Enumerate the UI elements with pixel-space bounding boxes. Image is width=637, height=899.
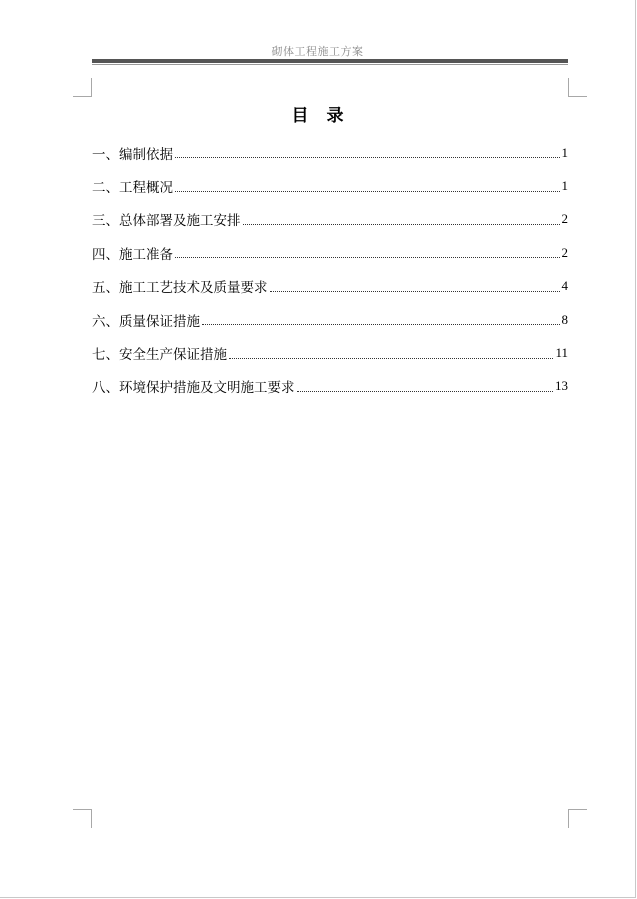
toc-dot-leader: [175, 191, 560, 192]
toc-entry-page: 11: [555, 345, 568, 361]
toc-dot-leader: [270, 291, 560, 292]
toc-title: 目录: [291, 106, 362, 126]
toc-dot-leader: [175, 157, 560, 158]
toc-entry-page: 1: [561, 178, 568, 194]
toc-entry-label: 八、环境保护措施及文明施工要求: [92, 380, 295, 397]
toc-entry[interactable]: [92, 303, 568, 336]
header-rule-thin: [92, 64, 568, 65]
toc-dot-leader: [175, 257, 560, 258]
toc-entry[interactable]: [92, 236, 568, 269]
toc-entry-label: 七、安全生产保证措施: [92, 347, 227, 364]
toc-entry-page: 8: [561, 311, 568, 327]
margin-corner-bottom-left: [73, 809, 92, 828]
toc-entry-page: 1: [561, 144, 568, 160]
toc-entry[interactable]: [92, 136, 568, 169]
toc-entry-label: 三、总体部署及施工安排: [92, 213, 241, 230]
page-header-title: 砌体工程施工方案: [271, 45, 364, 58]
toc-entry-label: 六、质量保证措施: [92, 313, 200, 330]
toc-entry-page: 2: [561, 211, 568, 227]
margin-corner-bottom-right: [568, 809, 587, 828]
toc-entry-page: 4: [561, 278, 568, 294]
header-rule: [92, 59, 568, 63]
toc-entry-page: 13: [555, 378, 568, 394]
toc-entry[interactable]: [92, 370, 568, 403]
toc-dot-leader: [243, 224, 560, 225]
toc-dot-leader: [202, 324, 560, 325]
toc-entry-label: 五、施工工艺技术及质量要求: [92, 280, 268, 297]
toc-entry-page: 2: [561, 244, 568, 260]
toc-dot-leader: [297, 391, 554, 392]
toc-entry-label: 一、编制依据: [92, 146, 173, 163]
toc-entry-label: 四、施工准备: [92, 246, 173, 263]
margin-corner-top-left: [73, 78, 92, 97]
toc-entry[interactable]: [92, 203, 568, 236]
toc-entry[interactable]: [92, 169, 568, 202]
toc-list: [92, 136, 568, 403]
toc-entry[interactable]: [92, 336, 568, 369]
toc-entry-label: 二、工程概况: [92, 180, 173, 197]
toc-entry[interactable]: [92, 270, 568, 303]
toc-dot-leader: [229, 358, 553, 359]
margin-corner-top-right: [568, 78, 587, 97]
